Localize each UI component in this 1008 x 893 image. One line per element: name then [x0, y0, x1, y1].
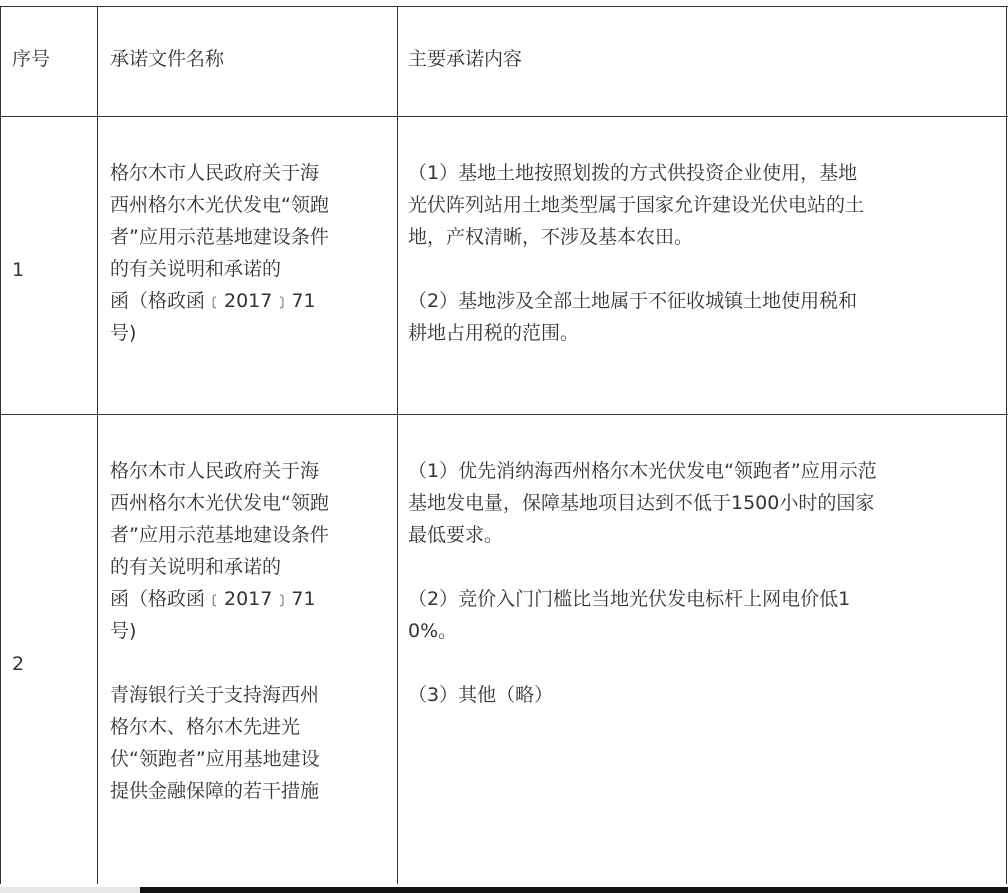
- doc-line: 号): [110, 322, 137, 344]
- content-line: （1）基地土地按照划拨的方式供投资企业使用，基地: [408, 162, 858, 184]
- bottom-edge-bar: [0, 887, 1008, 893]
- content-line: 地，产权清晰，不涉及基本农田。: [408, 226, 694, 248]
- doc-line: 青海银行关于支持海西州: [110, 684, 320, 706]
- table-border-left: [0, 6, 1, 884]
- content-line: （2）竞价入门门槛比当地光伏发电标杆上网电价低1: [408, 588, 851, 610]
- table-border-top: [0, 6, 1008, 7]
- table-border-right: [1006, 6, 1007, 884]
- header-document-name: 承诺文件名称: [110, 48, 225, 70]
- doc-line: 西州格尔木光伏发电“领跑: [110, 194, 329, 216]
- doc-line: 提供金融保障的若干措施: [110, 780, 320, 802]
- content-line: （3）其他（略）: [408, 684, 554, 706]
- content-line: 光伏阵列站用土地类型属于国家允许建设光伏电站的土: [408, 194, 865, 216]
- header-content: 主要承诺内容: [408, 48, 523, 70]
- doc-line: 号): [110, 620, 137, 642]
- content-line: 耕地占用税的范围。: [408, 322, 580, 344]
- content-line: （2）基地涉及全部土地属于不征收城镇土地使用税和: [408, 290, 858, 312]
- row-2-documents: [110, 455, 390, 807]
- header-index: 序号: [12, 48, 51, 70]
- content-line: （1）优先消纳海西州格尔木光伏发电“领跑者”应用示范: [408, 460, 877, 482]
- doc-line: 格尔木、格尔木先进光: [110, 716, 301, 738]
- doc-line: 函（格政函﹝2017﹞71: [110, 290, 316, 312]
- doc-line: 者”应用示范基地建设条件: [110, 524, 329, 546]
- row-divider: [0, 414, 1008, 415]
- row-1-content: [408, 157, 998, 349]
- column-divider-1: [97, 6, 98, 884]
- content-line: 0%。: [408, 620, 458, 642]
- content-line: 基地发电量，保障基地项目达到不低于1500小时的国家: [408, 492, 875, 514]
- header-row-divider: [0, 116, 1008, 117]
- doc-line: 者”应用示范基地建设条件: [110, 226, 329, 248]
- column-divider-2: [397, 6, 398, 884]
- doc-line: 的有关说明和承诺的: [110, 258, 282, 280]
- bottom-edge-bar-light: [0, 887, 140, 893]
- content-line: 最低要求。: [408, 524, 504, 546]
- doc-line: 的有关说明和承诺的: [110, 556, 282, 578]
- doc-line: 格尔木市人民政府关于海: [110, 460, 320, 482]
- doc-line: 函（格政函﹝2017﹞71: [110, 588, 316, 610]
- doc-line: 西州格尔木光伏发电“领跑: [110, 492, 329, 514]
- row-1-index: 1: [12, 259, 25, 281]
- row-2-content: [408, 455, 998, 711]
- doc-line: 伏“领跑者”应用基地建设: [110, 748, 320, 770]
- row-2-index: 2: [12, 653, 25, 675]
- doc-line: 格尔木市人民政府关于海: [110, 162, 320, 184]
- row-1-documents: [110, 157, 390, 349]
